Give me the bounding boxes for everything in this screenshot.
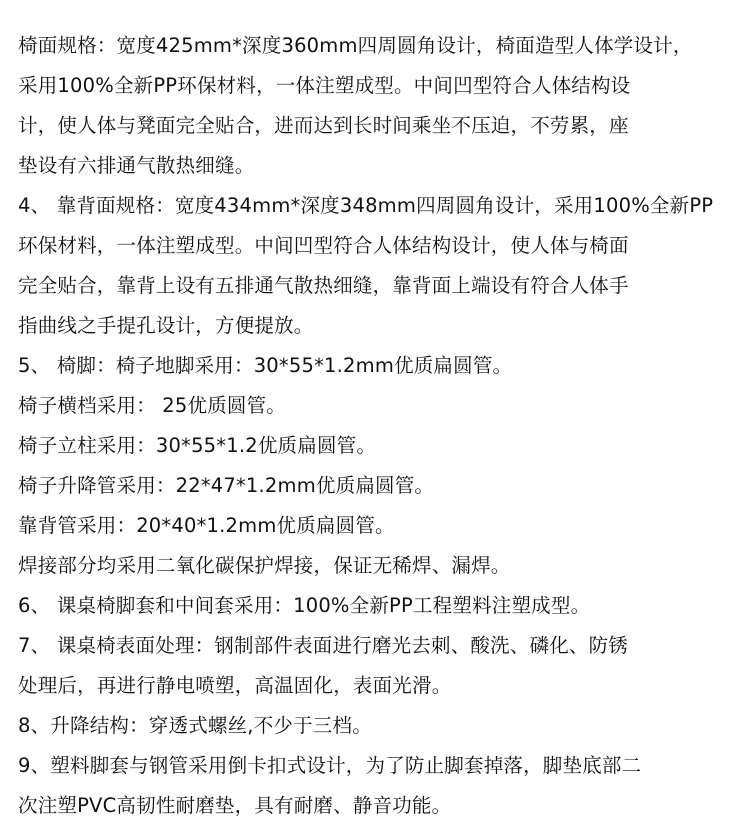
text-line: 椅子立柱采用：30*55*1.2优质扁圆管。	[18, 434, 377, 457]
text-line: 处理后，再进行静电喷塑，高温固化，表面光滑。	[18, 674, 452, 697]
text-line: 4、 靠背面规格：宽度434mm*深度348mm四周圆角设计，采用100%全新PP	[18, 194, 714, 217]
text-line: 8、升降结构：穿透式螺丝,不少于三档。	[18, 714, 372, 737]
text-line: 6、 课桌椅脚套和中间套采用：100%全新PP工程塑料注塑成型。	[18, 594, 591, 617]
text-line: 9、塑料脚套与钢管采用倒卡扣式设计，为了防止脚套掉落，脚垫底部二	[18, 754, 642, 777]
text-line: 次注塑PVC高韧性耐磨垫，具有耐磨、静音功能。	[18, 794, 452, 817]
text-line: 完全贴合，靠背上设有五排通气散热细缝，靠背面上端设有符合人体手	[18, 274, 629, 297]
text-line: 计，使人体与凳面完全贴合，进而达到长时间乘坐不压迫，不劳累，座	[18, 114, 629, 137]
text-line: 指曲线之手提孔设计，方便提放。	[18, 314, 314, 337]
text-line: 靠背管采用：20*40*1.2mm优质扁圆管。	[18, 514, 395, 537]
text-line: 椅子升降管采用：22*47*1.2mm优质扁圆管。	[18, 474, 435, 497]
text-line: 环保材料，一体注塑成型。中间凹型符合人体结构设计，使人体与椅面	[18, 234, 629, 257]
text-line: 垫设有六排通气散热细缝。	[18, 154, 255, 177]
text-line: 椅子横档采用： 25优质圆管。	[18, 394, 287, 417]
text-line: 椅面规格：宽度425mm*深度360mm四周圆角设计，椅面造型人体学设计，	[18, 34, 693, 57]
text-line: 5、 椅脚：椅子地脚采用：30*55*1.2mm优质扁圆管。	[18, 354, 513, 377]
text-line: 采用100%全新PP环保材料，一体注塑成型。中间凹型符合人体结构设	[18, 74, 631, 97]
text-line: 焊接部分均采用二氧化碳保护焊接，保证无稀焊、漏焊。	[18, 554, 511, 577]
text-line: 7、 课桌椅表面处理：钢制部件表面进行磨光去刺、酸洗、磷化、防锈	[18, 634, 629, 657]
